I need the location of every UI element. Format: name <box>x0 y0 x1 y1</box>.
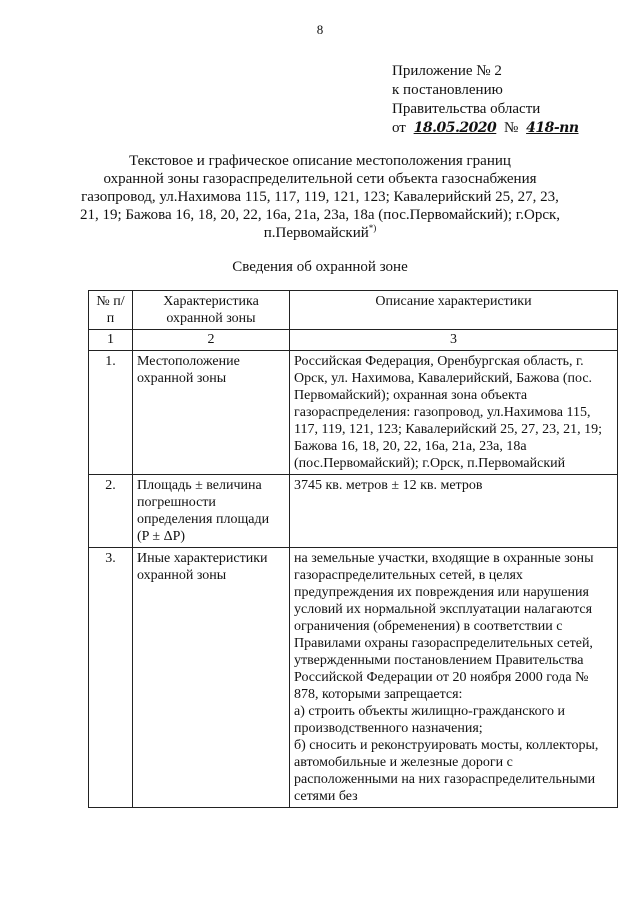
header-number: № п/п <box>89 291 133 330</box>
row-characteristic: Площадь ± величина погрешности определения площади (P ± ΔP) <box>133 475 290 548</box>
title-location: п.Первомайский <box>263 225 369 241</box>
table-row <box>89 351 618 475</box>
table-row <box>89 548 618 808</box>
prohibition-item-b: б) сносить и реконструировать мосты, коллекторы, автомобильные и железные дороги с расположенными на них газораспределительными сетями без <box>294 738 599 804</box>
title-line-3: газопровод, ул.Нахимова 115, 117, 119, 121, 123; Кавалерийский 25, 27, 23, <box>81 189 559 205</box>
row-number: 3. <box>89 548 133 808</box>
number-label: № <box>504 120 519 136</box>
column-number: 3 <box>290 330 618 351</box>
section-subtitle: Сведения об охранной зоне <box>232 259 408 275</box>
title-line-1: Текстовое и графическое описание местоположения границ <box>129 153 511 169</box>
appendix-date-line <box>392 119 583 138</box>
footnote-mark: *) <box>368 223 377 233</box>
header-characteristic: Характеристика охранной зоны <box>133 291 290 330</box>
column-number-row <box>89 330 618 351</box>
row-description-block <box>290 548 618 808</box>
column-number: 2 <box>133 330 290 351</box>
prohibition-item-a: а) строить объекты жилищно-гражданского и производственного назначения; <box>294 704 565 736</box>
row-characteristic: Местоположение охранной зоны <box>133 351 290 475</box>
appendix-title: Приложение № 2 <box>392 63 502 79</box>
title-line-2: охранной зоны газораспределительной сети объекта газоснабжения <box>103 171 537 187</box>
from-label: от <box>392 120 406 136</box>
appendix-block <box>392 62 583 138</box>
row-description: на земельные участки, входящие в охранные зоны газораспределительных сетей, в целях предупреждения их повреждения или нарушения условий их нормальной эксплуатации налагаются ограничения (обременения) в соответствии с Правилами охраны газораспределительных сетей, утвержденными постановлением Правительства Российской Федерации от 20 ноября 2000 года № 878, которыми запрещается: <box>294 551 594 702</box>
header-description: Описание характеристики <box>290 291 618 330</box>
table-header-row <box>89 291 618 330</box>
title-line-4: 21, 19; Бажова 16, 18, 20, 22, 16а, 21а, 23а, 18а (пос.Первомайский); г.Орск, <box>79 207 561 223</box>
row-number: 1. <box>89 351 133 475</box>
handwritten-number: 418-пп <box>526 120 579 136</box>
page-number: 8 <box>316 22 324 37</box>
row-description: Российская Федерация, Оренбургская область, г. Орск, ул. Нахимова, Кавалерийский, Бажова (пос. Первомайский); охранная зона объекта газораспределения: газопровод, ул.Нахимова 115, 117, 119, 121, 123; Кавалерийский 25, 27, 23, 21, 19; Бажова 16, 18, 20, 22, 16а, 21а, 23а, 18а (пос.Первомайский); г.Орск, п.Первомайский <box>290 351 618 475</box>
zone-info-table <box>88 290 618 808</box>
column-number: 1 <box>89 330 133 351</box>
row-description: 3745 кв. метров ± 12 кв. метров <box>290 475 618 548</box>
table-row <box>89 475 618 548</box>
row-characteristic: Иные характеристики охранной зоны <box>133 548 290 808</box>
row-number: 2. <box>89 475 133 548</box>
appendix-resolution: к постановлению <box>392 82 503 98</box>
document-title <box>70 152 570 242</box>
appendix-government: Правительства области <box>392 101 541 117</box>
handwritten-date: 18.05.2020 <box>413 120 497 136</box>
title-line-5 <box>70 224 570 242</box>
